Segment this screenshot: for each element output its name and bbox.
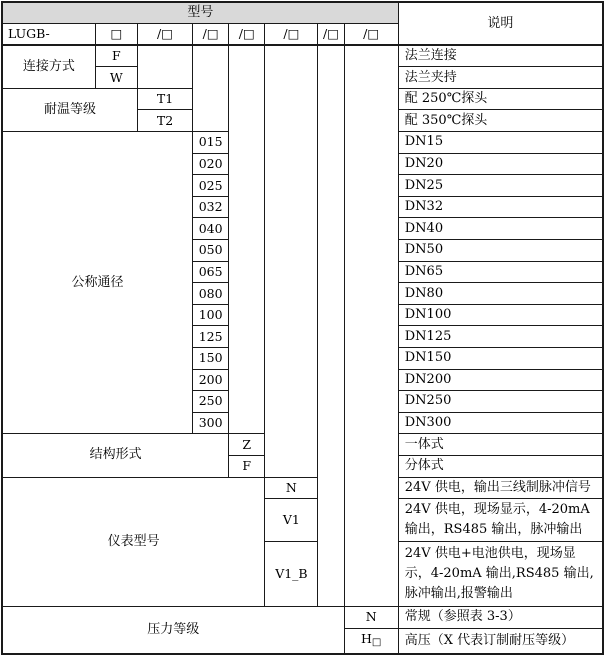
empty-cell	[229, 45, 265, 434]
model-slot-cell: /□	[265, 24, 318, 46]
model-header-cell: 型号	[2, 2, 398, 24]
code-cell: 025	[193, 175, 229, 197]
model-slot-cell: /□	[193, 24, 229, 46]
header-row	[2, 2, 603, 24]
code-cell: 015	[193, 132, 229, 154]
description-cell: 分体式	[398, 455, 603, 477]
code-cell: 065	[193, 261, 229, 283]
description-cell: DN32	[398, 196, 603, 218]
table-row	[2, 45, 603, 67]
section-connection-label: 连接方式	[2, 45, 95, 88]
description-cell: DN50	[398, 240, 603, 262]
description-cell: DN65	[398, 261, 603, 283]
code-cell: 040	[193, 218, 229, 240]
code-cell: V1_B	[265, 542, 318, 607]
description-cell: DN25	[398, 175, 603, 197]
model-prefix-cell: LUGB-	[2, 24, 95, 46]
description-cell: DN40	[398, 218, 603, 240]
code-cell: 150	[193, 348, 229, 370]
description-cell: 24V 供电，输出三线制脉冲信号	[398, 477, 603, 499]
model-slot-cell: /□	[318, 24, 344, 46]
description-cell: 配 350℃探头	[398, 110, 603, 132]
code-cell: F	[229, 455, 265, 477]
code-cell: N	[344, 607, 398, 629]
code-cell: F	[95, 45, 137, 67]
model-selection-table	[1, 1, 604, 655]
empty-cell	[137, 45, 192, 88]
description-header-cell: 说明	[398, 2, 603, 45]
section-bore-label: 公称通径	[2, 132, 193, 434]
description-cell: 高压（X 代表订制耐压等级）	[398, 628, 603, 654]
description-cell: 法兰连接	[398, 45, 603, 67]
code-cell: W	[95, 67, 137, 89]
section-meter-type-label: 仪表型号	[2, 477, 265, 607]
code-cell: 250	[193, 391, 229, 413]
description-cell: 配 250℃探头	[398, 88, 603, 110]
model-slot-cell: /□	[137, 24, 192, 46]
model-slot-cell: /□	[344, 24, 398, 46]
description-cell: DN125	[398, 326, 603, 348]
model-slot-cell: □	[95, 24, 137, 46]
description-cell: DN100	[398, 304, 603, 326]
code-cell: V1	[265, 499, 318, 542]
section-structure-label: 结构形式	[2, 434, 229, 477]
description-cell: 法兰夹持	[398, 67, 603, 89]
model-slot-cell: /□	[229, 24, 265, 46]
description-cell: 常规（参照表 3-3）	[398, 607, 603, 629]
code-cell: 200	[193, 369, 229, 391]
description-cell: 一体式	[398, 434, 603, 456]
code-cell: 300	[193, 412, 229, 434]
description-cell: DN20	[398, 153, 603, 175]
section-temperature-label: 耐温等级	[2, 88, 137, 131]
description-cell: DN300	[398, 412, 603, 434]
code-cell: T2	[137, 110, 192, 132]
section-pressure-label: 压力等级	[2, 607, 344, 654]
description-cell: 24V 供电，现场显示，4-20mA 输出，RS485 输出，脉冲输出	[398, 499, 603, 542]
description-cell: 24V 供电+电池供电，现场显示，4-20mA 输出,RS485 输出,脉冲输出,报警输出	[398, 542, 603, 607]
description-cell: DN250	[398, 391, 603, 413]
table-row	[2, 607, 603, 629]
code-cell: 080	[193, 283, 229, 305]
code-cell: 050	[193, 240, 229, 262]
empty-cell	[193, 45, 229, 131]
code-main: H	[360, 630, 372, 646]
code-cell: 032	[193, 196, 229, 218]
code-cell: T1	[137, 88, 192, 110]
code-cell-high-pressure	[344, 628, 398, 654]
code-cell: 125	[193, 326, 229, 348]
code-cell: Z	[229, 434, 265, 456]
description-cell: DN150	[398, 348, 603, 370]
table-row	[2, 477, 603, 499]
code-cell: 100	[193, 304, 229, 326]
custom-code-box-icon: □	[371, 636, 382, 648]
empty-cell	[318, 45, 344, 606]
empty-cell	[344, 45, 398, 606]
code-cell: 020	[193, 153, 229, 175]
description-cell: DN200	[398, 369, 603, 391]
description-cell: DN80	[398, 283, 603, 305]
code-cell: N	[265, 477, 318, 499]
empty-cell	[265, 45, 318, 477]
description-cell: DN15	[398, 132, 603, 154]
